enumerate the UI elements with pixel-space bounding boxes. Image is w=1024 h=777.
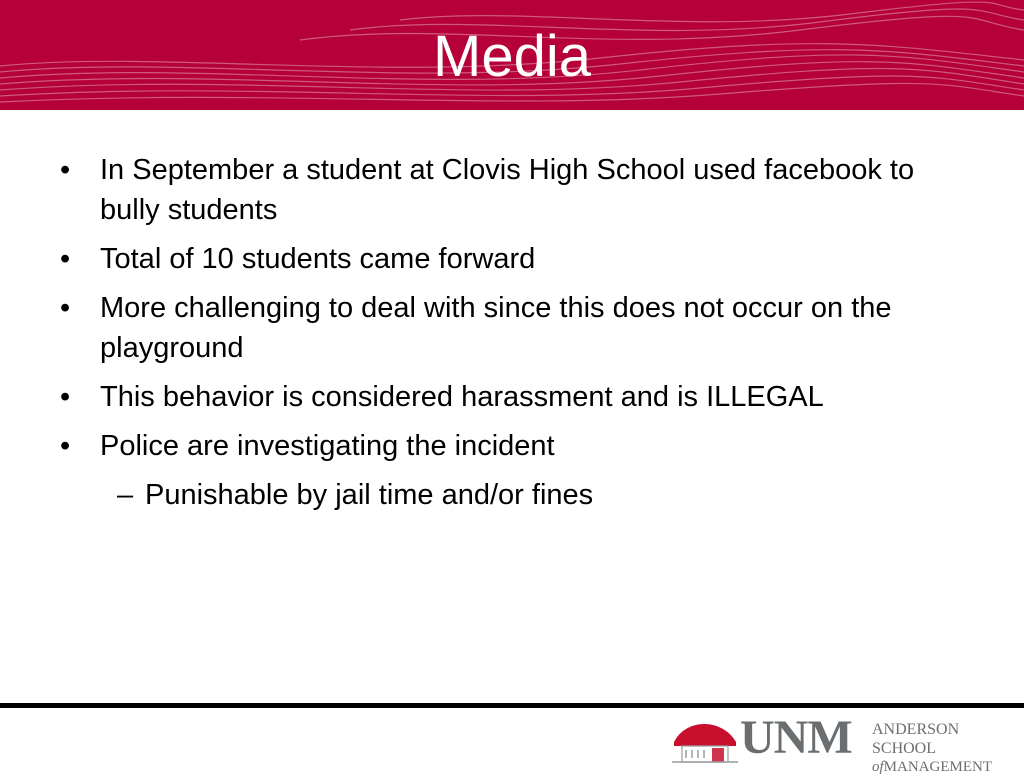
school-name-management: MANAGEMENT xyxy=(883,759,992,775)
title-banner xyxy=(0,0,1024,110)
bullet-text: This behavior is considered harassment and is ILLEGAL xyxy=(100,381,824,413)
sub-bullet-marker: – xyxy=(117,479,134,511)
slide-title: Media xyxy=(433,24,591,89)
bullet-text: In September a student at Clovis High School used facebook to bully students xyxy=(100,154,915,226)
bullet-marker: • xyxy=(60,430,71,462)
school-name xyxy=(872,720,1018,777)
bullet-marker: • xyxy=(60,243,71,275)
bullet-text: Total of 10 students came forward xyxy=(100,243,536,275)
unm-wordmark: UNM xyxy=(740,711,852,764)
bullet-item xyxy=(60,288,980,368)
bullet-text: Police are investigating the incident xyxy=(100,430,555,462)
bullet-marker: • xyxy=(60,154,71,186)
bullet-item xyxy=(60,377,980,417)
bullet-marker: • xyxy=(60,292,71,324)
unm-anderson-logo xyxy=(672,711,1018,775)
bullet-marker: • xyxy=(60,381,71,413)
school-name-line1: ANDERSON SCHOOL xyxy=(872,721,960,757)
sub-bullet-item xyxy=(60,475,980,515)
building-emblem-icon xyxy=(672,712,738,764)
bullet-text: More challenging to deal with since this does not occur on the playground xyxy=(100,292,892,364)
school-name-of: of xyxy=(872,759,884,775)
bullet-item xyxy=(60,426,980,466)
footer-divider xyxy=(0,703,1024,708)
slide-body xyxy=(60,150,980,524)
bullet-item xyxy=(60,150,980,230)
sub-bullet-text: Punishable by jail time and/or fines xyxy=(145,479,594,511)
bullet-item xyxy=(60,239,980,279)
